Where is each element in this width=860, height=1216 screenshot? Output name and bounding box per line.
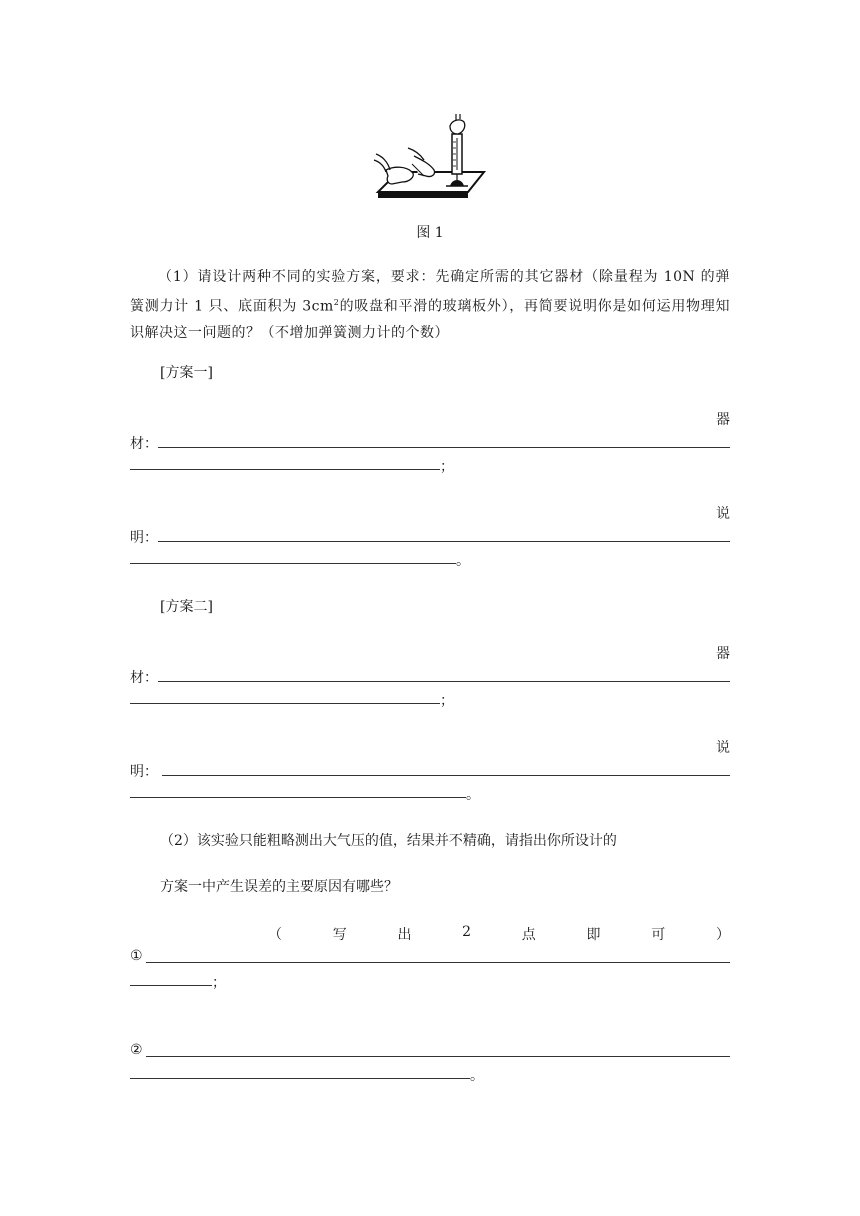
hint-char: 即 — [586, 927, 601, 943]
hint-char: 写 — [332, 927, 347, 943]
question-2-line-1: （2）该实验只能粗略测出大气压的值，结果并不精确，请指出你所设计的 — [160, 833, 617, 849]
plan-1-explain-char-1: 说 — [716, 506, 730, 522]
item-2-end: 。 — [470, 1068, 484, 1084]
plan-2-equipment-char-1: 器 — [716, 646, 730, 662]
plan-2-equipment-end: ； — [440, 693, 454, 709]
question-1-text-a: （1）请设计两种不同的实验方案，要求：先确定所需的其它器材（除量程为 10N 的弹簧测力计 1 只、底面积为 3cm — [130, 269, 730, 315]
plan-1-equipment-blank-2[interactable] — [130, 469, 440, 470]
item-1-blank-1[interactable] — [146, 962, 730, 963]
plan-1-explain-end: 。 — [456, 553, 470, 569]
top-hand — [450, 120, 465, 134]
glass-plate-edge — [378, 192, 468, 198]
plan-2-explain-end: 。 — [466, 787, 480, 803]
plan-1-explain-blank-1[interactable] — [158, 541, 730, 542]
hint-char: 可 — [651, 927, 666, 943]
experiment-illustration — [372, 114, 488, 206]
plan-1-equipment-char-1: 器 — [716, 412, 730, 428]
item-1-blank-2[interactable] — [130, 985, 212, 986]
hint-char: 2 — [462, 924, 472, 940]
superscript-2: 2 — [333, 298, 340, 307]
hint-char: （ — [268, 927, 282, 943]
plan-1-explain-blank-2[interactable] — [130, 563, 456, 564]
plan-2-explain-char-1: 说 — [716, 740, 730, 756]
item-2-marker: ② — [130, 1042, 143, 1058]
question-2-line-2: 方案一中产生误差的主要原因有哪些？ — [160, 879, 398, 895]
question-1-text-b: 的吸盘和平滑的玻璃板外），再简要说明你是如何运用物理知识解决这一问题的？（不增加弹簧测力计的个数） — [130, 298, 731, 341]
hint-char: ） — [715, 927, 730, 943]
plan-1-equipment-blank-1[interactable] — [158, 447, 730, 448]
plan-2-equipment-blank-2[interactable] — [130, 703, 440, 704]
plan-2-explain-blank-1[interactable] — [162, 775, 730, 776]
figure-caption: 图 1 — [416, 225, 444, 241]
item-1-end: ； — [212, 975, 226, 991]
plan-2-equipment-label: 材： — [130, 670, 158, 686]
plan-1-equipment-label: 材： — [130, 436, 158, 452]
question-1-text — [130, 264, 730, 346]
item-2-blank-1[interactable] — [146, 1056, 730, 1057]
plan-1-equipment-end: ； — [440, 459, 454, 475]
item-1-marker: ① — [130, 948, 143, 964]
hint-char: 点 — [521, 927, 536, 943]
plan-2-explain-blank-2[interactable] — [130, 797, 466, 798]
item-2-blank-2[interactable] — [130, 1078, 470, 1079]
question-2-hint — [268, 924, 730, 944]
hint-char: 出 — [397, 927, 412, 943]
plan-2-explain-label: 明： — [130, 764, 158, 780]
plan-1-explain-label: 明： — [130, 530, 158, 546]
plan-2-title: [方案二] — [160, 599, 213, 615]
plan-1-title: [方案一] — [160, 365, 213, 381]
plan-2-equipment-blank-1[interactable] — [158, 681, 730, 682]
